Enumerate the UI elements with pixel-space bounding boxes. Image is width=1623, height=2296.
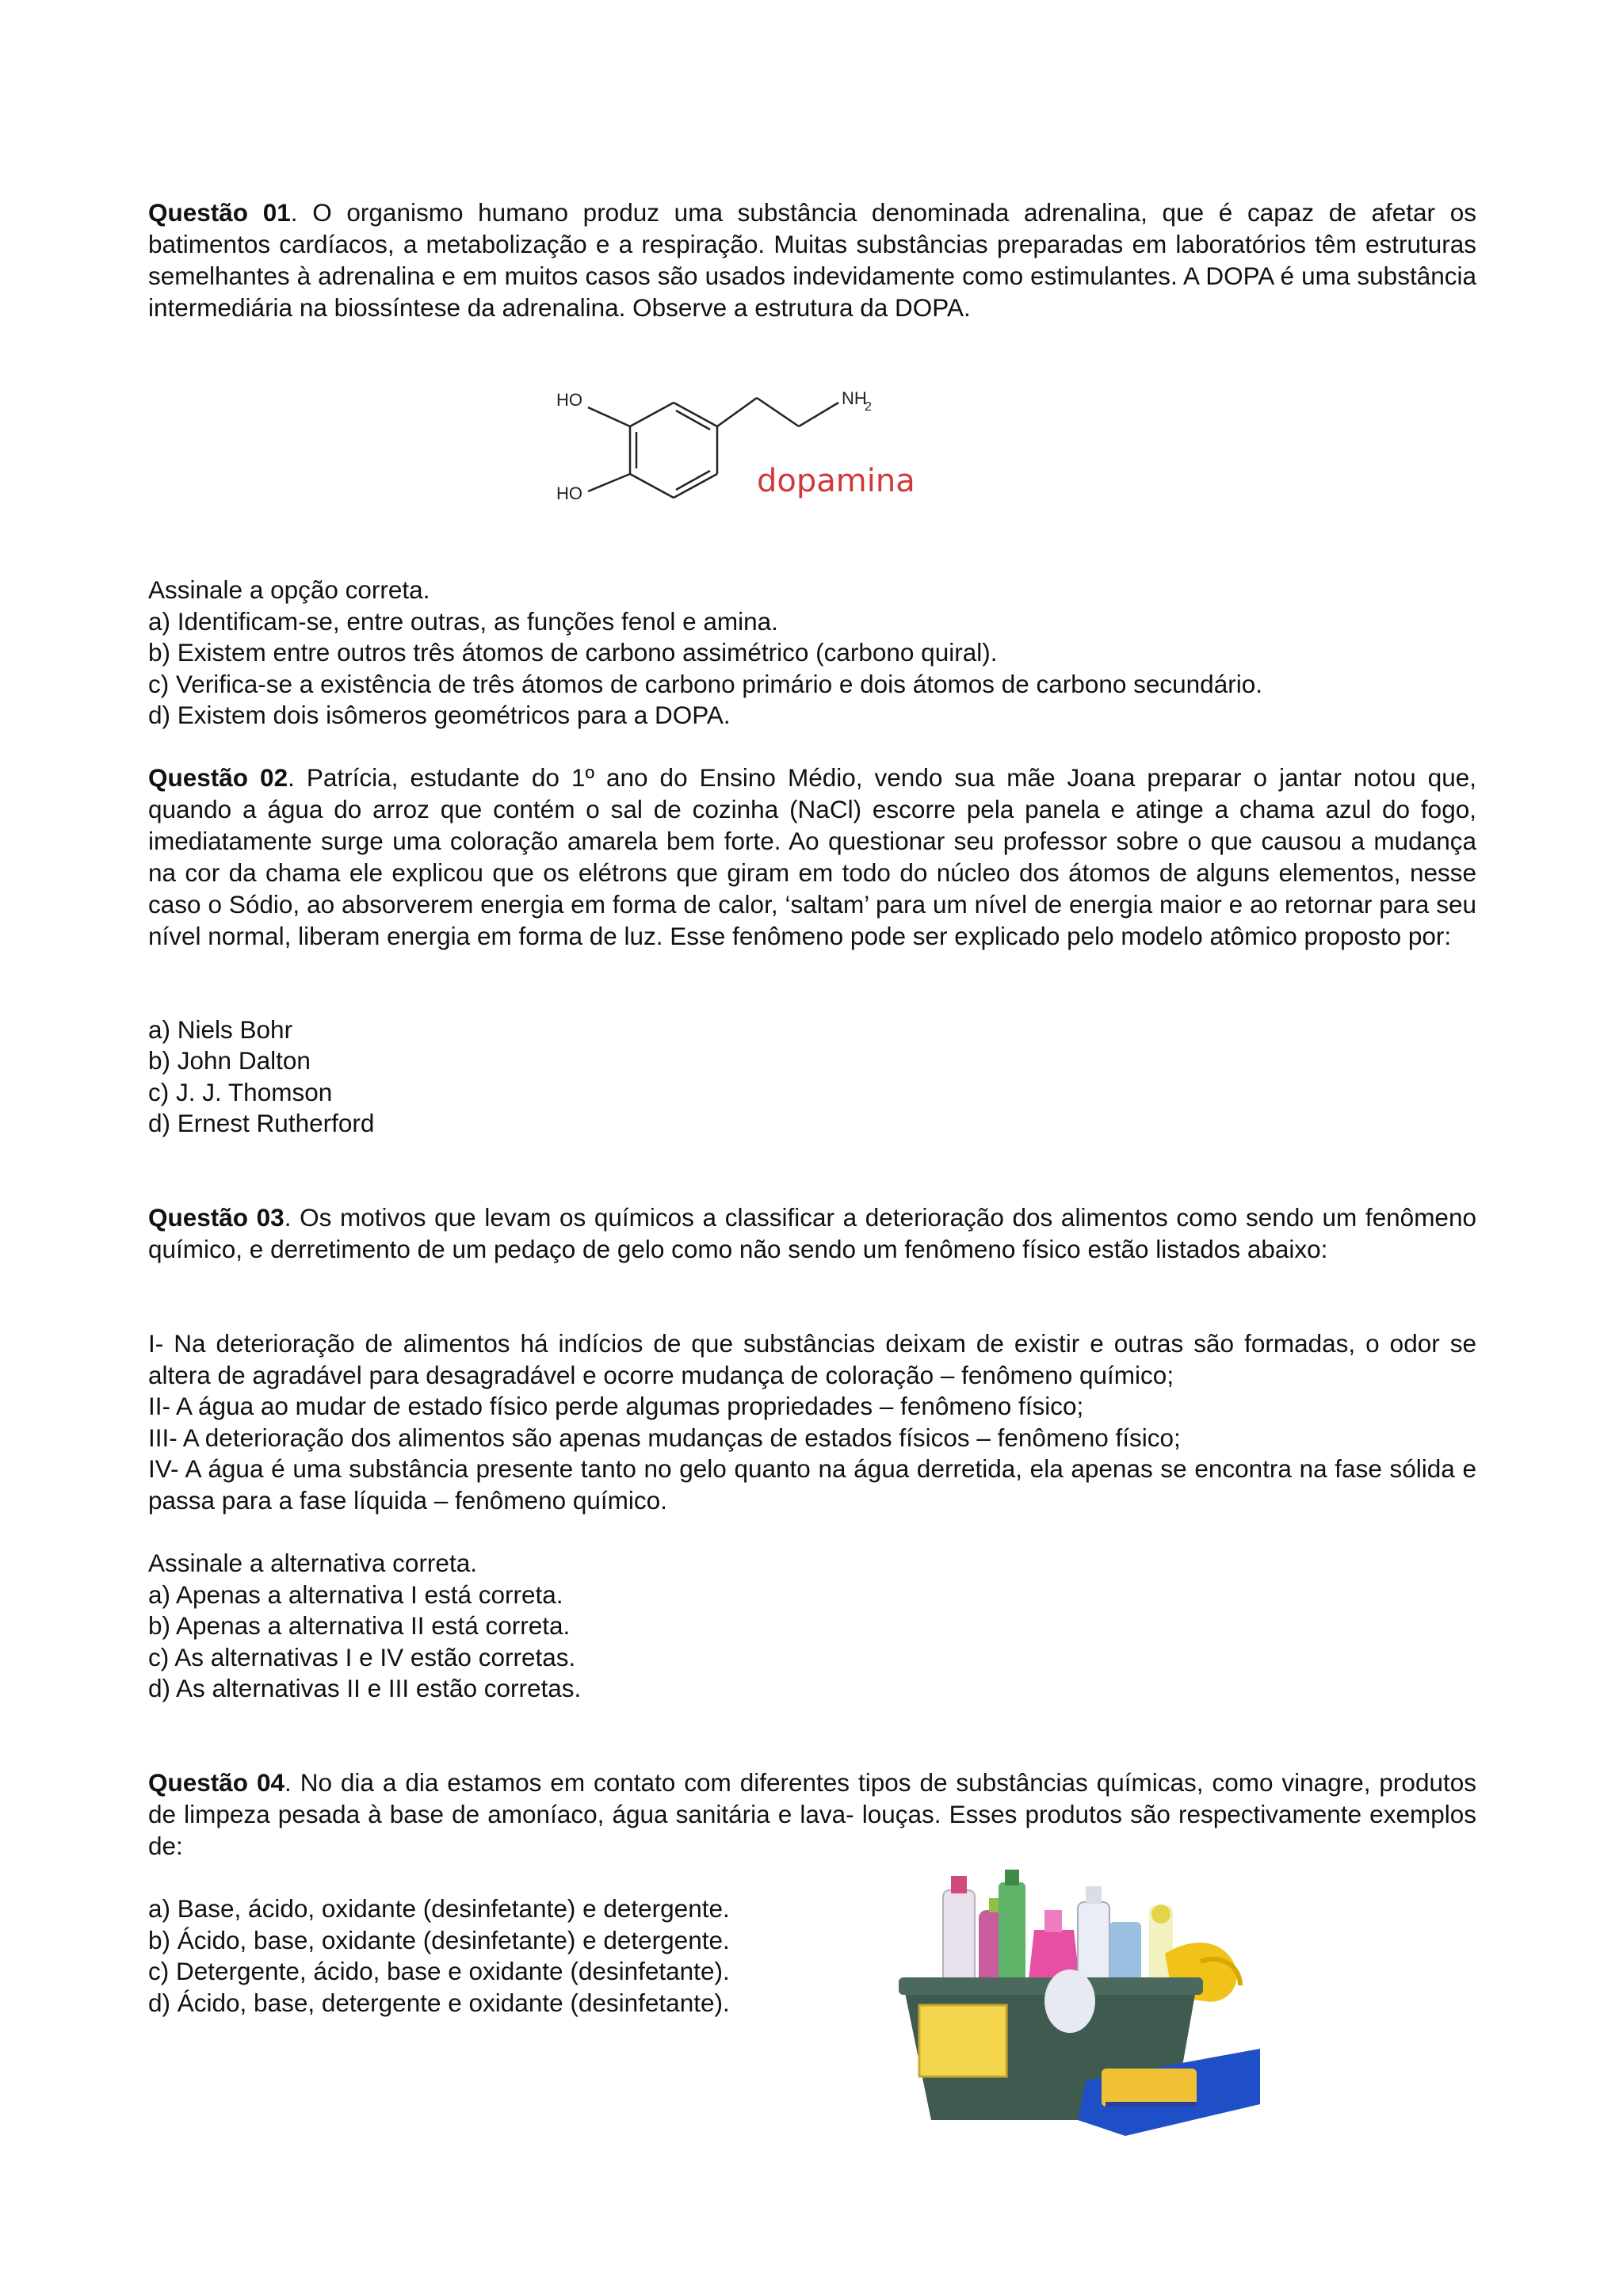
question-01-body: . O organismo humano produz uma substância denominada adrenalina, que é capaz de afetar os batimentos cardíacos, a metabolização e a respiração. Muitas substâncias preparadas em laboratórios têm estruturas semelhantes à adrenalina e em muitos casos são usados indevidamente como estimulantes. A DOPA é uma substância intermediária na biossíntese da adrenalina. Observe a estrutura da DOPA.: [148, 198, 1476, 322]
question-03-statement-1: I- Na deterioração de alimentos há indícios de que substâncias deixam de existir e outras são formadas, o odor se altera de agradável para desagradável e ocorre mudança de coloração – fenômeno químico;: [148, 1329, 1476, 1389]
question-04-label: Questão 04: [148, 1768, 285, 1797]
question-01-option-b: b) Existem entre outros três átomos de carbono assimétrico (carbono quiral).: [148, 638, 998, 667]
question-02-option-a: a) Niels Bohr: [148, 1015, 293, 1044]
question-03-text: [148, 1201, 1476, 1265]
question-04-option-b: b) Ácido, base, oxidante (desinfetante) e detergente.: [148, 1926, 730, 1954]
question-01-option-d: d) Existem dois isômeros geométricos para a DOPA.: [148, 701, 731, 729]
question-02-text: [148, 762, 1476, 952]
question-01-option-a: a) Identificam-se, entre outras, as funções fenol e amina.: [148, 607, 778, 636]
question-02-option-b: b) John Dalton: [148, 1046, 311, 1075]
question-03-option-d: d) As alternativas II e III estão corretas.: [148, 1674, 582, 1702]
question-03-prompt: Assinale a alternativa correta.: [148, 1549, 477, 1577]
question-03-statement-2: II- A água ao mudar de estado físico perde algumas propriedades – fenômeno físico;: [148, 1392, 1084, 1420]
dopamina-label: dopamina: [757, 463, 915, 499]
question-03-body: . Os motivos que levam os químicos a classificar a deterioração dos alimentos como sendo um fenômeno químico, e derretimento de um pedaço de gelo como não sendo um fenômeno físico estão listados abaixo:: [148, 1203, 1476, 1263]
question-03-option-c: c) As alternativas I e IV estão corretas.: [148, 1643, 576, 1671]
dopamine-structure-figure: [547, 372, 959, 547]
cleaning-products-image: [888, 1866, 1268, 2140]
question-02-option-d: d) Ernest Rutherford: [148, 1109, 375, 1137]
question-01-label: Questão 01: [148, 198, 291, 227]
question-01-text: [148, 197, 1476, 323]
nh2-label: NH: [842, 388, 867, 408]
ho-bottom-label: HO: [556, 483, 582, 503]
question-04-text: [148, 1767, 1476, 1862]
question-03-option-b: b) Apenas a alternativa II está correta.: [148, 1611, 571, 1640]
question-03-statement-3: III- A deterioração dos alimentos são apenas mudanças de estados físicos – fenômeno físico;: [148, 1423, 1181, 1452]
nh2-subscript: 2: [865, 400, 872, 414]
question-04-body: . No dia a dia estamos em contato com diferentes tipos de substâncias químicas, como vinagre, produtos de limpeza pesada à base de amoníaco, água sanitária e lava- louças. Esses produtos são respectivamente exemplos de:: [148, 1768, 1476, 1860]
question-04-option-d: d) Ácido, base, detergente e oxidante (desinfetante).: [148, 1988, 730, 2017]
question-01-option-c: c) Verifica-se a existência de três átomos de carbono primário e dois átomos de carbono secundário.: [148, 670, 1262, 698]
question-03-label: Questão 03: [148, 1203, 285, 1232]
question-01-prompt: Assinale a opção correta.: [148, 575, 430, 604]
question-02-option-c: c) J. J. Thomson: [148, 1078, 333, 1106]
question-02-label: Questão 02: [148, 763, 288, 792]
question-04-option-a: a) Base, ácido, oxidante (desinfetante) e detergente.: [148, 1894, 730, 1923]
question-02-body: . Patrícia, estudante do 1º ano do Ensino Médio, vendo sua mãe Joana preparar o jantar notou que, quando a água do arroz que contém o sal de cozinha (NaCl) escorre pela panela e atinge a chama azul do fogo, imediatamente surge uma coloração amarela bem forte. Ao questionar seu professor sobre o que causou a mudança na cor da chama ele explicou que os elétrons que giram em todo do núcleo dos átomos de alguns elementos, nesse caso o Sódio, ao absorverem energia em forma de calor, ‘saltam’ para um nível de energia maior e ao retornar para seu nível normal, liberam energia em forma de luz. Esse fenômeno pode ser explicado pelo modelo atômico proposto por:: [148, 763, 1476, 950]
ho-top-label: HO: [556, 390, 582, 410]
question-04-option-c: c) Detergente, ácido, base e oxidante (desinfetante).: [148, 1957, 730, 1985]
question-03-statement-4: IV- A água é uma substância presente tanto no gelo quanto na água derretida, ela apenas se encontra na fase sólida e passa para a fase líquida – fenômeno químico.: [148, 1454, 1476, 1515]
question-03-option-a: a) Apenas a alternativa I está correta.: [148, 1580, 563, 1609]
